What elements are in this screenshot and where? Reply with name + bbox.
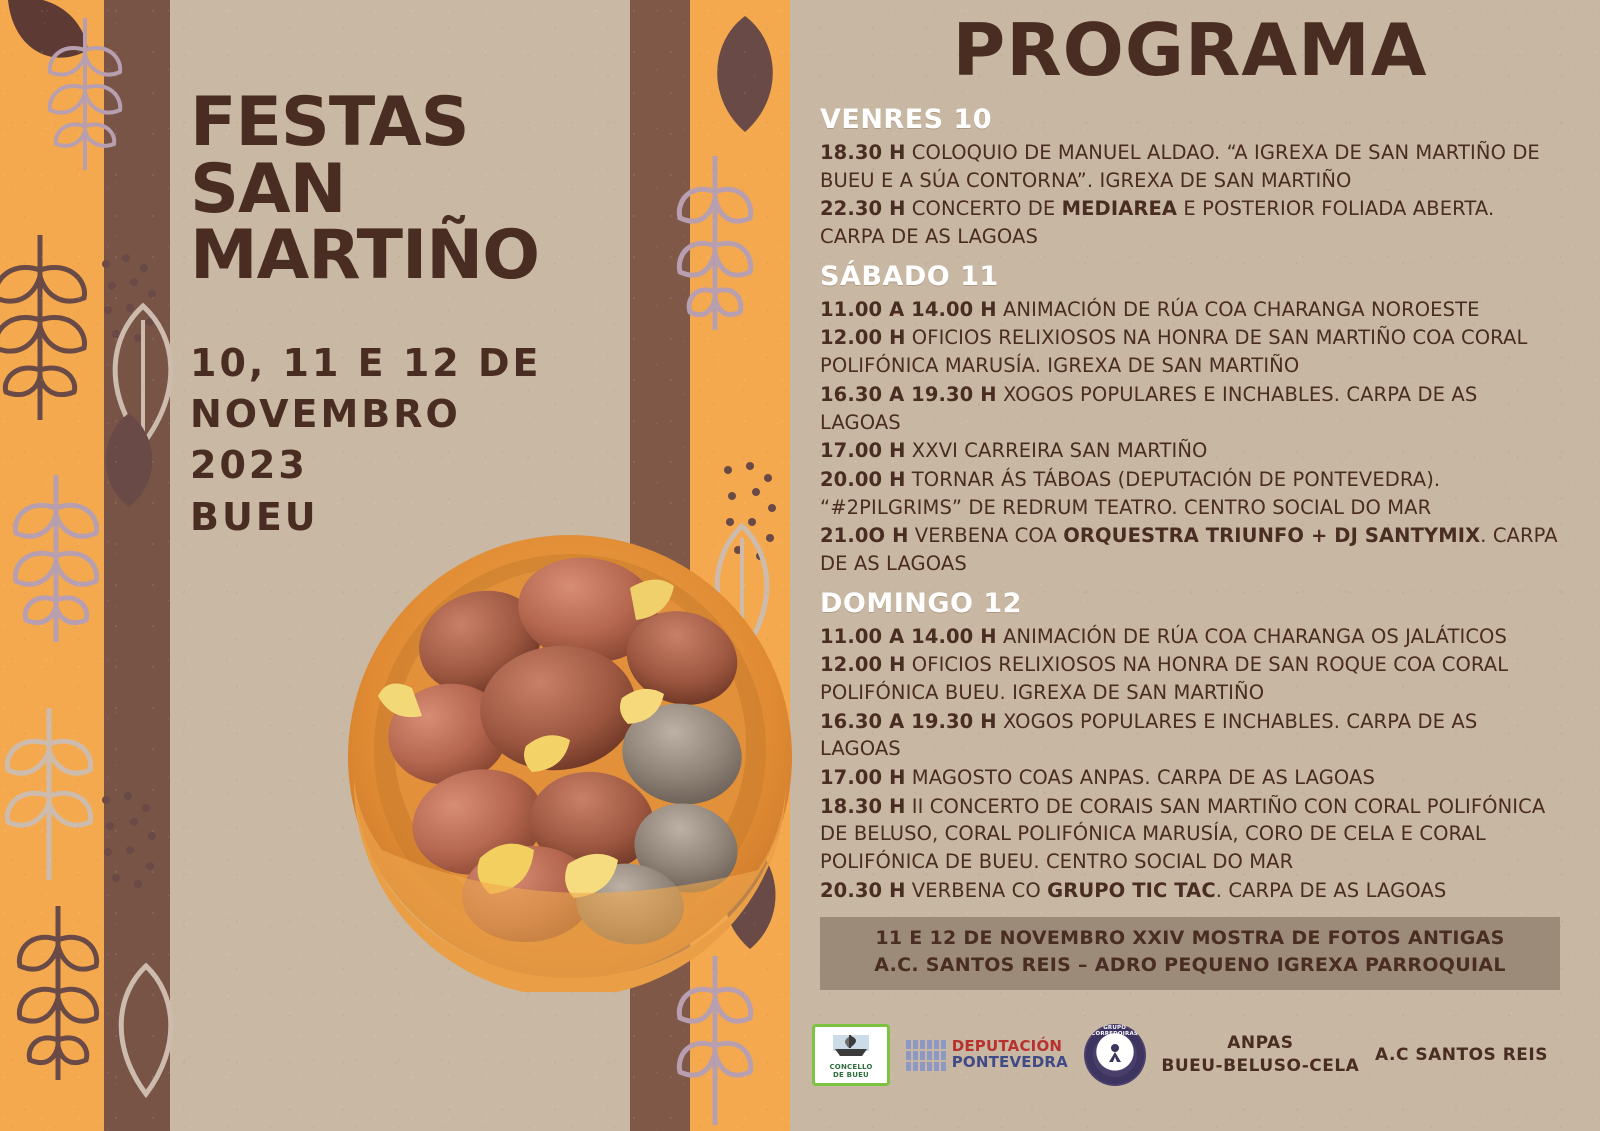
program-day-heading: VENRES 10 <box>820 104 993 135</box>
program-event <box>820 793 1560 876</box>
deputacion-bars-icon <box>906 1040 946 1071</box>
event-time: 17.00 H <box>820 439 906 463</box>
program-event <box>820 139 1560 194</box>
program-event <box>820 877 1560 905</box>
deputacion-line2: PONTEVEDRA <box>951 1053 1068 1071</box>
event-time: 20.00 H <box>820 467 906 491</box>
event-description: ANIMACIÓN DE RÚA COA CHARANGA NOROESTE <box>996 297 1480 321</box>
event-time: 21.0O H <box>820 524 909 548</box>
event-description: VERBENA CO <box>905 878 1048 902</box>
deputacion-text <box>952 1039 1068 1071</box>
event-description: TORNAR ÁS TÁBOAS (DEPUTACIÓN DE PONTEVEDRA). “#2PILGRIMS” DE REDRUM TEATRO. CENTRO SOCIAL DO MAR <box>820 467 1441 519</box>
mostra-line-1: 11 E 12 DE NOVEMBRO XXIV MOSTRA DE FOTOS ANTIGAS <box>875 926 1505 949</box>
program-heading: PROGRAMA <box>952 8 1428 92</box>
event-description: XOGOS POPULARES E INCHABLES. CARPA DE AS LAGOAS <box>820 709 1478 761</box>
event-description: COLOQUIO DE MANUEL ALDAO. “A IGREXA DE SAN MARTIÑO DE BUEU E A SÚA CONTORNA”. IGREXA DE SAN MARTIÑO <box>820 141 1540 192</box>
event-time: 18.30 H <box>820 794 906 818</box>
dates-line-2: NOVEMBRO <box>190 392 461 437</box>
title-line-1: FESTAS SAN <box>190 83 469 229</box>
program-event <box>820 764 1560 792</box>
program-section <box>820 8 1560 990</box>
program-day-heading: DOMINGO 12 <box>820 587 1022 619</box>
event-highlight: ORQUESTRA TRIUNFO + DJ SANTYMIX <box>1063 524 1481 548</box>
poster-title-block <box>190 83 620 543</box>
event-time: 16.30 A 19.30 H <box>820 382 997 406</box>
event-time: 22.30 H <box>820 197 906 221</box>
program-event <box>820 651 1560 706</box>
program-event <box>820 522 1560 577</box>
corredoiras-label: GRUPO CORREDOIRAS <box>1091 1025 1139 1037</box>
logo-grupo-corredoiras <box>1084 1024 1146 1086</box>
event-description-cont: E POSTERIOR FOLIADA ABERTA. CARPA DE AS LAGOAS <box>820 197 1495 249</box>
dates-line-3: 2023 <box>190 443 308 488</box>
background-dark-strip-left <box>104 0 170 1131</box>
event-highlight: GRUPO TIC TAC <box>1047 878 1216 902</box>
program-event <box>820 296 1560 324</box>
program-event <box>820 708 1560 763</box>
program-event <box>820 623 1560 651</box>
logo-bueu-line2: DE BUEU <box>833 1070 869 1079</box>
event-description: XXVI CARREIRA SAN MARTIÑO <box>905 439 1208 463</box>
page-title <box>190 83 620 296</box>
event-description-cont: . CARPA DE AS LAGOAS <box>1215 878 1447 902</box>
event-time: 17.00 H <box>820 766 906 790</box>
event-highlight: MEDIAREA <box>1061 197 1178 221</box>
event-description: OFICIOS RELIXIOSOS NA HONRA DE SAN ROQUE COA CORAL POLIFÓNICA BUEU. IGREXA DE SAN MARTIÑO <box>820 653 1509 704</box>
event-description: OFICIOS RELIXIOSOS NA HONRA DE SAN MARTIÑO COA CORAL POLIFÓNICA MARUSÍA. IGREXA DE SAN MARTIÑO <box>820 326 1528 378</box>
logo-ac-santos-reis: A.C SANTOS REIS <box>1375 1044 1548 1065</box>
program-event <box>820 381 1560 436</box>
event-description: II CONCERTO DE CORAIS SAN MARTIÑO CON CORAL POLIFÓNICA DE BELUSO, CORAL POLIFÓNICA MARUSÍA, CORO DE CELA E CORAL POLIFÓNICA DE BUEU. CENTRO SOCIAL DO MAR <box>820 794 1546 874</box>
program-event <box>820 437 1560 465</box>
anpas-line2: BUEU-BELUSO-CELA <box>1161 1056 1360 1076</box>
dates-line-1: 10, 11 E 12 DE <box>190 340 542 385</box>
event-time: 20.30 H <box>820 878 906 902</box>
program-event <box>820 324 1560 379</box>
logo-concello-de-bueu <box>812 1024 890 1086</box>
event-description: VERBENA COA <box>908 524 1064 548</box>
event-description: XOGOS POPULARES E INCHABLES. CARPA DE AS LAGOAS <box>820 382 1478 434</box>
anpas-line1: ANPAS <box>1227 1033 1294 1054</box>
sponsor-logos <box>800 1010 1560 1100</box>
chestnut-bowl-illustration <box>330 492 810 992</box>
event-description: CONCERTO DE <box>905 197 1062 221</box>
event-description: ANIMACIÓN DE RÚA COA CHARANGA OS JALÁTICOS <box>996 624 1507 648</box>
program-days-list <box>820 104 1560 905</box>
mostra-line-2: A.C. SANTOS REIS – ADRO PEQUENO IGREXA PARROQUIAL <box>874 954 1506 977</box>
dates-line-4: BUEU <box>190 494 319 539</box>
program-event <box>820 466 1560 521</box>
logo-anpas <box>1161 1032 1359 1078</box>
logo-deputacion-pontevedra <box>906 1039 1068 1071</box>
program-event <box>820 195 1560 250</box>
event-time: 18.30 H <box>820 141 906 164</box>
event-description: MAGOSTO COAS ANPAS. CARPA DE AS LAGOAS <box>905 766 1375 790</box>
title-line-2: MARTIÑO <box>190 216 540 296</box>
event-time: 12.00 H <box>820 653 906 677</box>
event-time: 11.00 A 14.00 H <box>820 297 997 321</box>
program-day-heading: SÁBADO 11 <box>820 260 999 292</box>
deputacion-line1: DEPUTACIÓN <box>951 1037 1063 1056</box>
logo-bueu-label <box>829 1064 872 1079</box>
event-time: 12.00 H <box>820 326 906 350</box>
logo-bueu-line1: CONCELLO <box>829 1063 873 1072</box>
mostra-banner <box>820 917 1560 990</box>
event-description-cont: . CARPA DE AS LAGOAS <box>820 524 1558 575</box>
boat-icon <box>829 1033 873 1064</box>
event-time: 16.30 A 19.30 H <box>820 709 997 733</box>
event-time: 11.00 A 14.00 H <box>820 624 997 648</box>
